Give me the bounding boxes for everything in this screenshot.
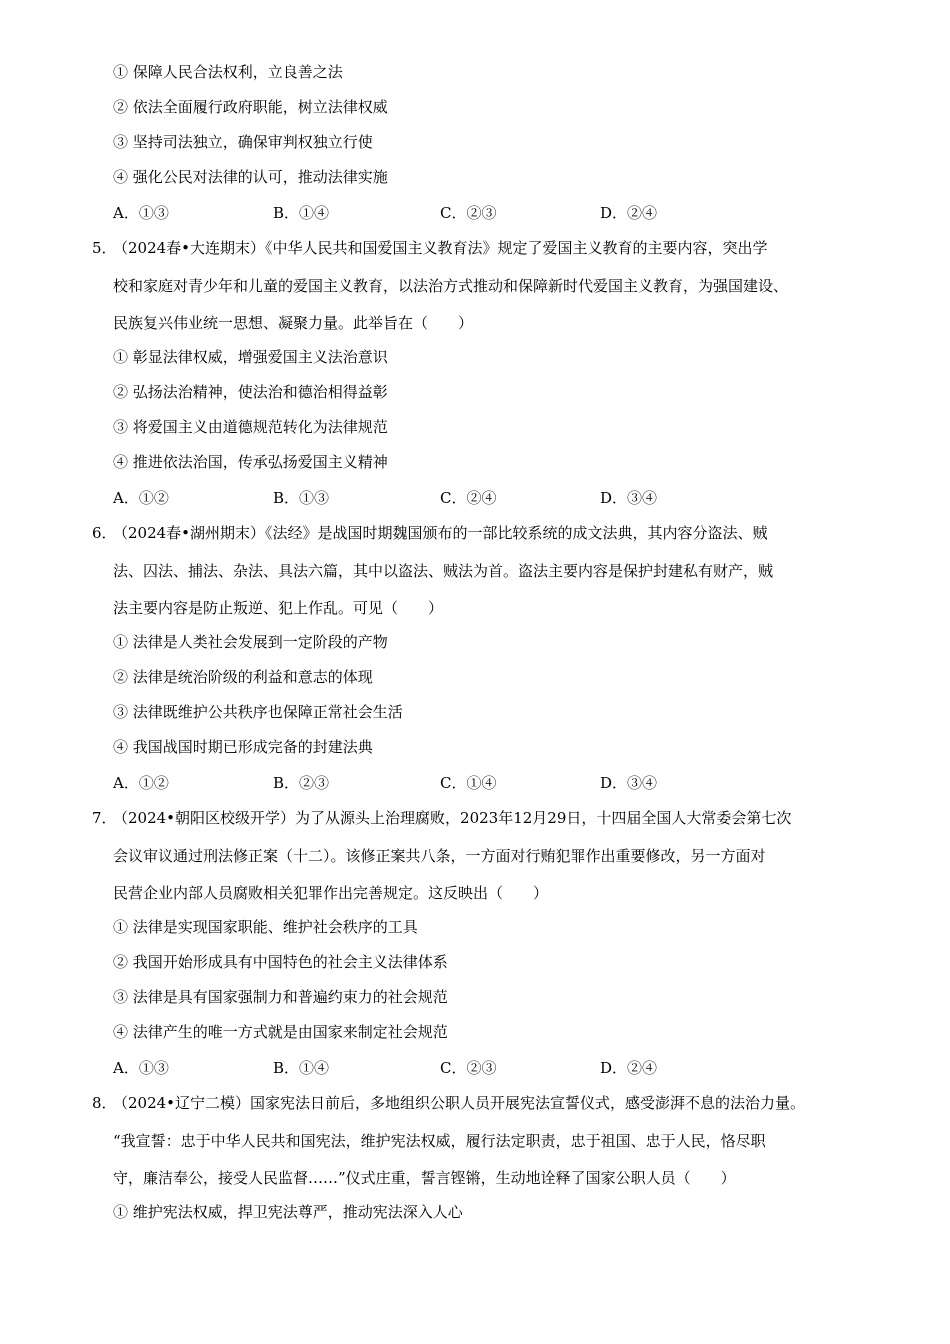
q5-option-b[interactable]: B．①③ (273, 489, 330, 507)
q6-option-d[interactable]: D．③④ (600, 774, 658, 792)
q7-option-d[interactable]: D．②④ (600, 1059, 658, 1077)
q7-statement-1: ① 法律是实现国家职能、维护社会秩序的工具 (113, 918, 418, 936)
q6-stem-line-3: 法主要内容是防止叛逆、犯上作乱。可见（ ） (113, 599, 444, 617)
q8-stem-line-2: “我宣誓：忠于中华人民共和国宪法，维护宪法权威，履行法定职责，忠于祖国、忠于人民，恪尽职 (113, 1132, 766, 1150)
q5-stem-line-2: 校和家庭对青少年和儿童的爱国主义教育，以法治方式推动和保障新时代爱国主义教育，为强国建设、 (113, 277, 789, 295)
q5-option-a[interactable]: A．①② (113, 489, 169, 507)
q4-statement-3: ③ 坚持司法独立，确保审判权独立行使 (113, 133, 373, 151)
q5-statement-2: ② 弘扬法治精神，使法治和德治相得益彰 (113, 383, 388, 401)
q7-stem-line-2: 会议审议通过刑法修正案（十二）。该修正案共八条，一方面对行贿犯罪作出重要修改，另一方面对 (113, 847, 766, 865)
q4-option-a[interactable]: A．①③ (113, 204, 169, 222)
q5-option-d[interactable]: D．③④ (600, 489, 658, 507)
q8-stem-line-3: 守，廉洁奉公，接受人民监督……”仪式庄重，誓言铿锵，生动地诠释了国家公职人员（ ） (113, 1169, 736, 1187)
q6-option-c[interactable]: C．①④ (440, 774, 497, 792)
q8-stem-line-1: （2024•辽宁二模）国家宪法日前后，多地组织公职人员开展宪法宣誓仪式，感受澎湃不息的法治力量。 (113, 1094, 806, 1112)
q6-statement-2: ② 法律是统治阶级的利益和意志的体现 (113, 668, 373, 686)
q8-number: 8． (92, 1094, 117, 1112)
q5-stem-line-3: 民族复兴伟业统一思想、凝聚力量。此举旨在（ ） (113, 314, 474, 332)
q7-option-b[interactable]: B．①④ (273, 1059, 330, 1077)
q7-option-c[interactable]: C．②③ (440, 1059, 497, 1077)
q6-option-b[interactable]: B．②③ (273, 774, 330, 792)
q6-number: 6． (92, 524, 117, 542)
q6-stem-line-2: 法、囚法、捕法、杂法、具法六篇，其中以盗法、贼法为首。盗法主要内容是保护封建私有财产，贼 (113, 562, 774, 580)
q7-statement-2: ② 我国开始形成具有中国特色的社会主义法律体系 (113, 953, 448, 971)
q4-statement-4: ④ 强化公民对法律的认可，推动法律实施 (113, 168, 388, 186)
q4-option-d[interactable]: D．②④ (600, 204, 658, 222)
q6-statement-1: ① 法律是人类社会发展到一定阶段的产物 (113, 633, 388, 651)
q4-statement-1: ① 保障人民合法权利，立良善之法 (113, 63, 343, 81)
q7-statement-3: ③ 法律是具有国家强制力和普遍约束力的社会规范 (113, 988, 448, 1006)
q8-statement-1: ① 维护宪法权威，捍卫宪法尊严，推动宪法深入人心 (113, 1203, 463, 1221)
q5-statement-1: ① 彰显法律权威，增强爱国主义法治意识 (113, 348, 388, 366)
q6-option-a[interactable]: A．①② (113, 774, 169, 792)
q5-stem-line-1: （2024春•大连期末）《中华人民共和国爱国主义教育法》规定了爱国主义教育的主要内容，突出学 (113, 239, 768, 257)
q6-statement-3: ③ 法律既维护公共秩序也保障正常社会生活 (113, 703, 403, 721)
q6-stem-line-1: （2024春•湖州期末）《法经》是战国时期魏国颁布的一部比较系统的成文法典，其内容分盗法、贼 (113, 524, 768, 542)
q5-statement-4: ④ 推进依法治国，传承弘扬爱国主义精神 (113, 453, 388, 471)
q5-number: 5． (92, 239, 117, 257)
q4-option-b[interactable]: B．①④ (273, 204, 330, 222)
q5-statement-3: ③ 将爱国主义由道德规范转化为法律规范 (113, 418, 388, 436)
q6-statement-4: ④ 我国战国时期已形成完备的封建法典 (113, 738, 373, 756)
q5-option-c[interactable]: C．②④ (440, 489, 497, 507)
q7-option-a[interactable]: A．①③ (113, 1059, 169, 1077)
q4-option-c[interactable]: C．②③ (440, 204, 497, 222)
q7-number: 7． (92, 809, 117, 827)
q4-statement-2: ② 依法全面履行政府职能，树立法律权威 (113, 98, 388, 116)
q7-statement-4: ④ 法律产生的唯一方式就是由国家来制定社会规范 (113, 1023, 448, 1041)
q7-stem-line-1: （2024•朝阳区校级开学）为了从源头上治理腐败，2023年12月29日，十四届全国人大常委会第七次 (113, 809, 792, 827)
q7-stem-line-3: 民营企业内部人员腐败相关犯罪作出完善规定。这反映出（ ） (113, 884, 549, 902)
